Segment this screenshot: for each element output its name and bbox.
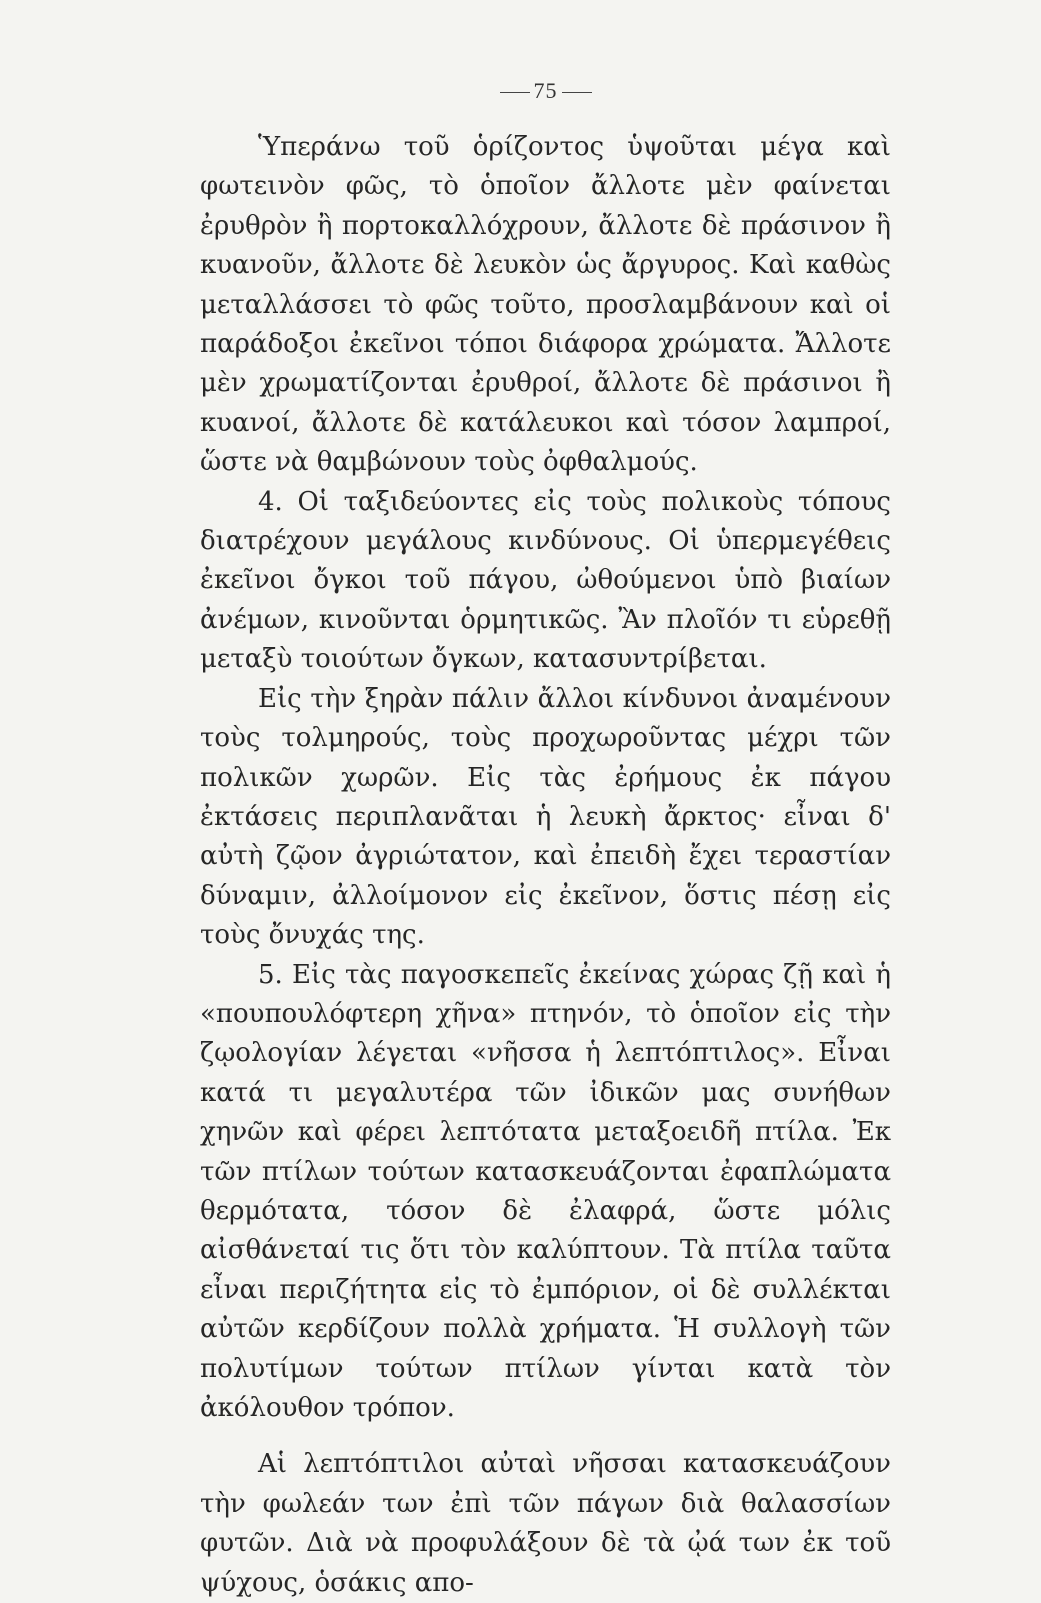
- page-body: [200, 128, 891, 1603]
- paragraph-5-eider-duck: 5. Εἰς τὰς παγοσκεπεῖς ἐκείνας χώρας ζῇ καὶ ἡ «πουπουλόφτερη χῆνα» πτηνόν, τὸ ὁποῖον εἰς τὴν ζῳολογίαν λέγεται «νῆσσα ἡ λεπτόπτιλος». Εἶναι κατά τι μεγαλυτέρα τῶν ἰδικῶν μας συνήθων χηνῶν καὶ φέρει λεπτότατα μεταξοειδῆ πτίλα. Ἐκ τῶν πτίλων τούτων κατασκευάζονται ἐφαπλώματα θερμότατα, τόσον δὲ ἐλαφρά, ὥστε μόλις αἰσθάνεταί τις ὅτι τὸν καλύπτουν. Τὰ πτίλα ταῦτα εἶναι περιζήτητα εἰς τὸ ἐμπόριον, οἱ δὲ συλλέκται αὐτῶν κερδίζουν πολλὰ χρήματα. Ἡ συλλογὴ τῶν πολυτίμων τούτων πτίλων γίνται κατὰ τὸν ἀκόλουθον τρόπον.: [200, 959, 891, 1423]
- page-number-header: [200, 78, 891, 104]
- dash-right: [562, 92, 592, 93]
- dash-left: [500, 92, 530, 93]
- paragraph-dangers-land: Εἰς τὴν ξηρὰν πάλιν ἄλλοι κίνδυνοι ἀναμένουν τοὺς τολμηρούς, τοὺς προχωροῦντας μέχρι τῶν πολικῶν χωρῶν. Εἰς τὰς ἐρήμους ἐκ πάγου ἐκτάσεις περιπλανᾶται ἡ λευκὴ ἄρκτος· εἶναι δ' αὐτὴ ζῷον ἀγριώτατον, καὶ ἐπειδὴ ἔχει τεραστίαν δύναμιν, ἀλλοίμονον εἰς ἐκεῖνον, ὅστις πέσῃ εἰς τοὺς ὄνυχάς της.: [200, 683, 891, 951]
- paragraph-polar-light: Ὑπεράνω τοῦ ὁρίζοντος ὑψοῦται μέγα καὶ φωτεινὸν φῶς, τὸ ὁποῖον ἄλλοτε μὲν φαίνεται ἐρυθρὸν ἢ πορτοκαλλόχρουν, ἄλλοτε δὲ πράσινον ἢ κυανοῦν, ἄλλοτε δὲ λευκὸν ὡς ἄργυρος. Καὶ καθὼς μεταλλάσσει τὸ φῶς τοῦτο, προσλαμβάνουν καὶ οἱ παράδοξοι ἐκεῖνοι τόποι διάφορα χρώματα. Ἄλλοτε μὲν χρωματίζονται ἐρυθροί, ἄλλοτε δὲ πράσινοι ἢ κυανοί, ἄλλοτε δὲ κατάλευκοι καὶ τόσον λαμπροί, ὥστε νὰ θαμβώνουν τοὺς ὀφθαλμούς.: [200, 132, 891, 478]
- page-number: 75: [533, 78, 558, 103]
- paragraph-4-dangers-sea: 4. Οἱ ταξιδεύοντες εἰς τοὺς πολικοὺς τόπους διατρέχουν μεγάλους κινδύνους. Οἱ ὑπερμεγέθεις ἐκεῖνοι ὄγκοι τοῦ πάγου, ὠθούμενοι ὑπὸ βιαίων ἀνέμων, κινοῦνται ὁρμητικῶς. Ἂν πλοῖόν τι εὑρεθῇ μεταξὺ τοιούτων ὄγκων, κατασυντρίβεται.: [200, 486, 891, 675]
- paragraph-nests: Αἱ λεπτόπτιλοι αὐταὶ νῆσσαι κατασκευάζουν τὴν φωλεάν των ἐπὶ τῶν πάγων διὰ θαλασσίων φυτῶν. Διὰ νὰ προφυλάξουν δὲ τὰ ᾠά των ἐκ τοῦ ψύχους, ὁσάκις απο-: [200, 1449, 891, 1598]
